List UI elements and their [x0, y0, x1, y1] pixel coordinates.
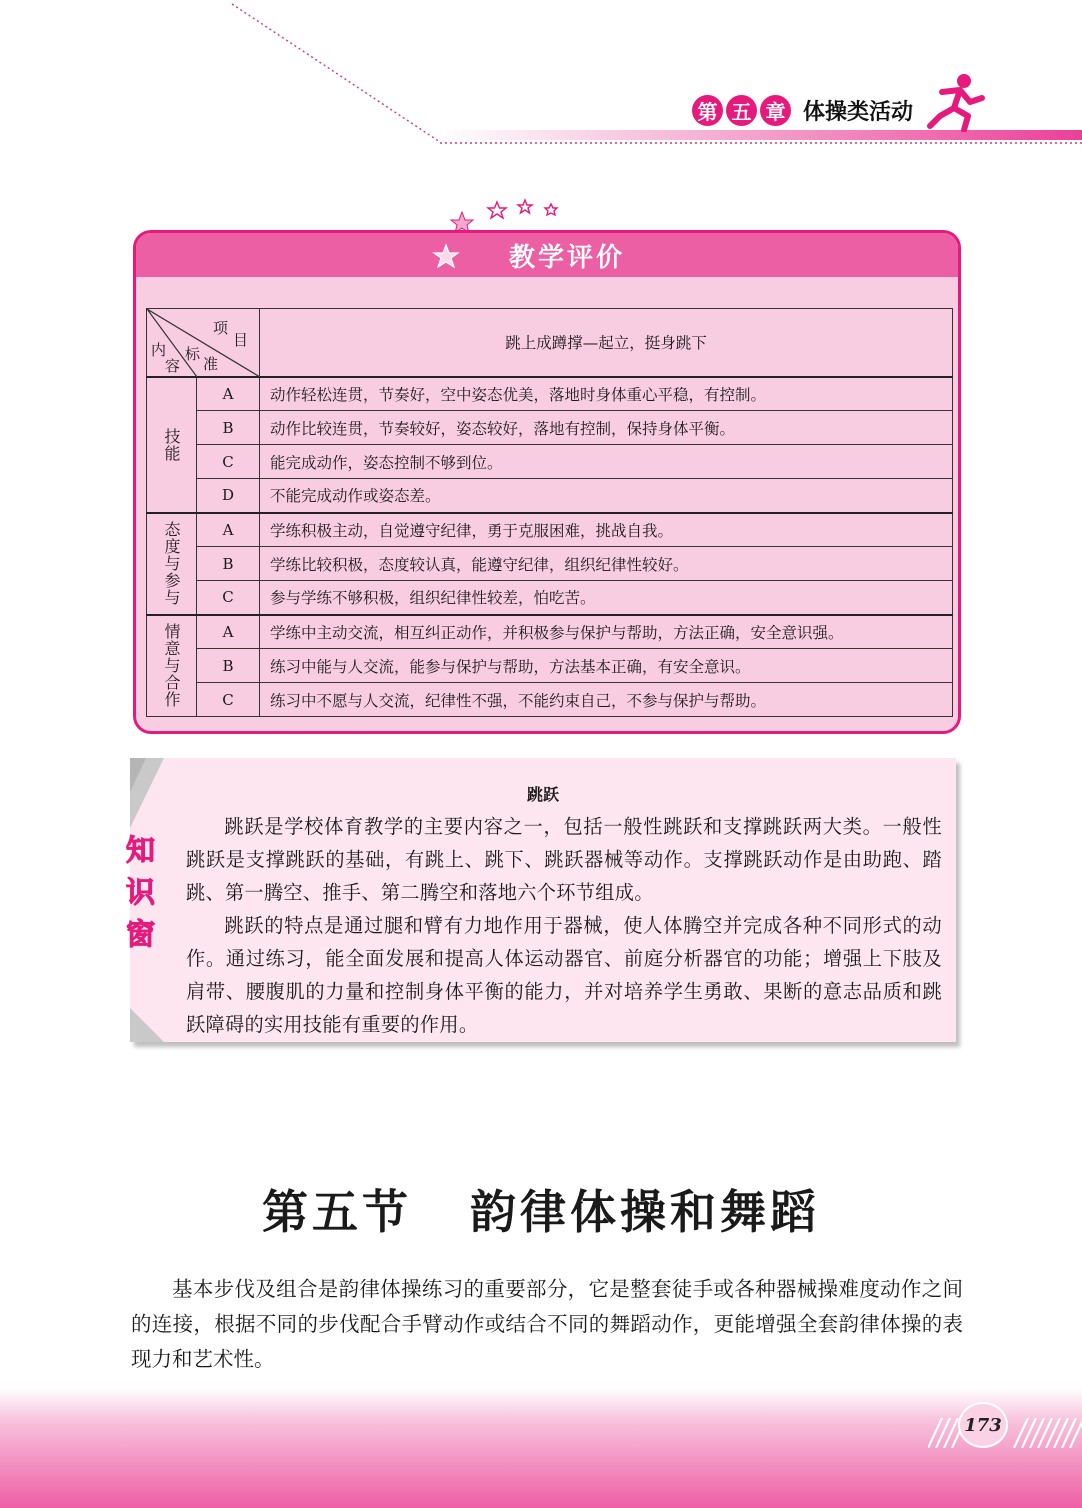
grade-cell: D	[197, 479, 260, 513]
knowledge-paragraph: 跳跃是学校体育教学的主要内容之一，包括一般性跳跃和支撑跳跃两大类。一般性跳跃是支撑跳跃的基础，有跳上、跳下、跳跃器械等动作。支撑跳跃动作是由助跑、踏跳、第一腾空、推手、第二腾空和落地六个环节组成。	[186, 815, 942, 904]
table-row	[147, 411, 953, 445]
page-number: 173	[958, 1402, 1008, 1448]
chapter-title: 体操类活动	[803, 99, 914, 125]
knowledge-label-char: 窗	[126, 917, 156, 951]
evaluation-header	[136, 233, 958, 277]
description-cell: 动作比较连贯，节奏较好，姿态较好，落地有控制，保持身体平衡。	[260, 411, 953, 445]
evaluation-table	[146, 308, 953, 717]
category-cell: 技能	[147, 377, 197, 513]
corner-label: 目	[233, 331, 249, 349]
knowledge-title: 跳跃	[526, 785, 559, 804]
runner-icon	[924, 72, 988, 132]
grade-cell: A	[197, 615, 260, 649]
intro-paragraph: 基本步伐及组合是韵律体操练习的重要部分，它是整套徒手或各种器械操难度动作之间的连接，根据不同的步伐配合手臂动作或结合不同的舞蹈动作，更能增强全套韵律体操的表现力和艺术性。	[131, 1277, 963, 1371]
table-row	[147, 683, 953, 717]
knowledge-body	[186, 810, 942, 1041]
chapter-header	[692, 94, 913, 126]
table-row	[147, 581, 953, 615]
section-intro	[131, 1272, 963, 1377]
table-row	[147, 649, 953, 683]
table-row	[147, 479, 953, 513]
category-cell: 情意与合作	[147, 615, 197, 717]
table-row	[147, 377, 953, 411]
knowledge-label-char: 识	[126, 875, 156, 909]
table-row	[147, 547, 953, 581]
footer-band	[0, 1388, 1082, 1508]
knowledge-paragraph: 跳跃的特点是通过腿和臂有力地作用于器械，使人体腾空并完成各种不同形式的动作。通过练习，能全面发展和提高人体运动器官、前庭分析器官的功能；增强上下肢及肩带、腰腹肌的力量和控制身体平衡的能力，并对培养学生勇敢、果断的意志品质和跳跃障碍的实用技能有重要的作用。	[186, 914, 942, 1036]
grade-cell: A	[197, 513, 260, 547]
description-cell: 学练积极主动，自觉遵守纪律，勇于克服困难，挑战自我。	[260, 513, 953, 547]
grade-cell: C	[197, 445, 260, 479]
grade-cell: B	[197, 649, 260, 683]
description-cell: 学练中主动交流，相互纠正动作，并积极参与保护与帮助，方法正确，安全意识强。	[260, 615, 953, 649]
section-number: 第五节	[262, 1185, 412, 1239]
category-cell: 态度与参与	[147, 513, 197, 615]
description-cell: 学练比较积极，态度较认真，能遵守纪律，组织纪律性较好。	[260, 547, 953, 581]
corner-cell	[147, 309, 260, 377]
description-cell: 练习中能与人交流，能参与保护与帮助，方法基本正确，有安全意识。	[260, 649, 953, 683]
table-row	[147, 445, 953, 479]
section-name: 韵律体操和舞蹈	[470, 1185, 820, 1239]
grade-cell: B	[197, 547, 260, 581]
grade-cell: C	[197, 683, 260, 717]
description-cell: 练习中不愿与人交流，纪律性不强，不能约束自己，不参与保护与帮助。	[260, 683, 953, 717]
evaluation-title: 教学评价	[508, 242, 625, 273]
knowledge-label-char: 知	[126, 833, 156, 867]
corner-label: 标	[185, 345, 201, 363]
table-header-row	[147, 309, 953, 377]
corner-label: 内	[151, 341, 167, 359]
description-cell: 参与学练不够积极，组织纪律性较差，怕吃苦。	[260, 581, 953, 615]
knowledge-window	[126, 758, 956, 1042]
description-cell: 不能完成动作或姿态差。	[260, 479, 953, 513]
star-icon	[432, 243, 460, 271]
chapter-char: 五	[726, 95, 757, 126]
evaluation-panel	[133, 230, 961, 734]
knowledge-label	[126, 832, 166, 952]
chapter-char: 第	[692, 95, 723, 126]
corner-label: 准	[203, 355, 219, 373]
grade-cell: B	[197, 411, 260, 445]
description-cell: 能完成动作，姿态控制不够到位。	[260, 445, 953, 479]
chapter-char: 章	[760, 95, 791, 126]
grade-cell: A	[197, 377, 260, 411]
grade-cell: C	[197, 581, 260, 615]
corner-label: 容	[165, 357, 181, 375]
table-row	[147, 615, 953, 649]
section-title	[0, 1176, 1082, 1242]
item-header: 跳上成蹲撑—起立，挺身跳下	[260, 309, 953, 377]
corner-label: 项	[213, 319, 229, 337]
header-decoration	[0, 0, 1082, 150]
table-row	[147, 513, 953, 547]
description-cell: 动作轻松连贯，节奏好，空中姿态优美，落地时身体重心平稳，有控制。	[260, 377, 953, 411]
